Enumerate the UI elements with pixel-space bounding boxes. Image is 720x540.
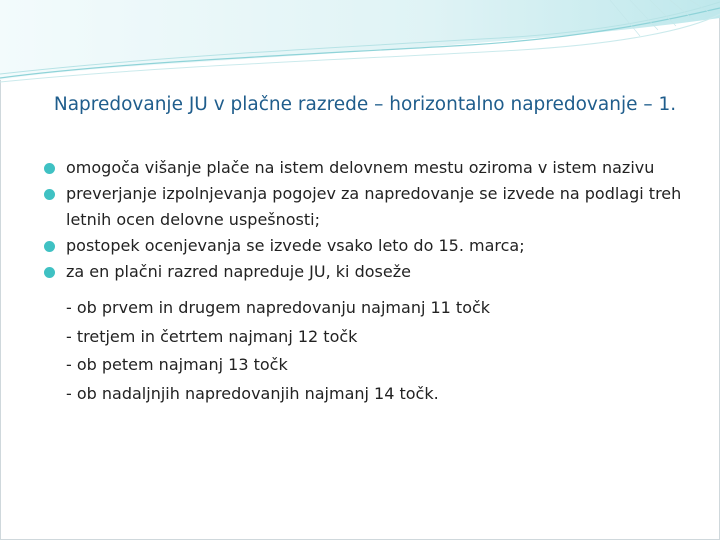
header-wave-banner [0, 0, 720, 90]
bullet-dot-icon [44, 241, 55, 252]
bullet-text: omogoča višanje plače na istem delovnem mestu oziroma v istem nazivu [66, 158, 655, 177]
sub-line: - ob nadaljnjih napredovanjih najmanj 14 točk. [66, 383, 439, 403]
bullet-list [44, 155, 694, 285]
points-sub-list [66, 294, 666, 408]
bullet-text: preverjanje izpolnjevanja pogojev za napredovanje se izvede na podlagi treh letnih ocen delovne uspešnosti; [66, 184, 682, 229]
bullet-item [44, 155, 694, 181]
bullet-dot-icon [44, 189, 55, 200]
bullet-item [44, 181, 694, 233]
sub-line: - ob petem najmanj 13 točk [66, 355, 288, 374]
sub-line: - ob prvem in drugem napredovanju najmanj 11 točk [66, 298, 491, 317]
bullet-dot-icon [44, 163, 55, 174]
bullet-item [44, 259, 694, 285]
bullet-item [44, 233, 694, 259]
bullet-dot-icon [44, 267, 55, 278]
bullet-text: za en plačni razred napreduje JU, ki doseže [66, 262, 411, 281]
slide-title: Napredovanje JU v plačne razrede – horizontalno napredovanje – 1. [53, 94, 677, 115]
bullet-text: postopek ocenjevanja se izvede vsako leto do 15. marca; [66, 236, 525, 255]
sub-line: - tretjem in četrtem najmanj 12 točk [66, 326, 358, 346]
